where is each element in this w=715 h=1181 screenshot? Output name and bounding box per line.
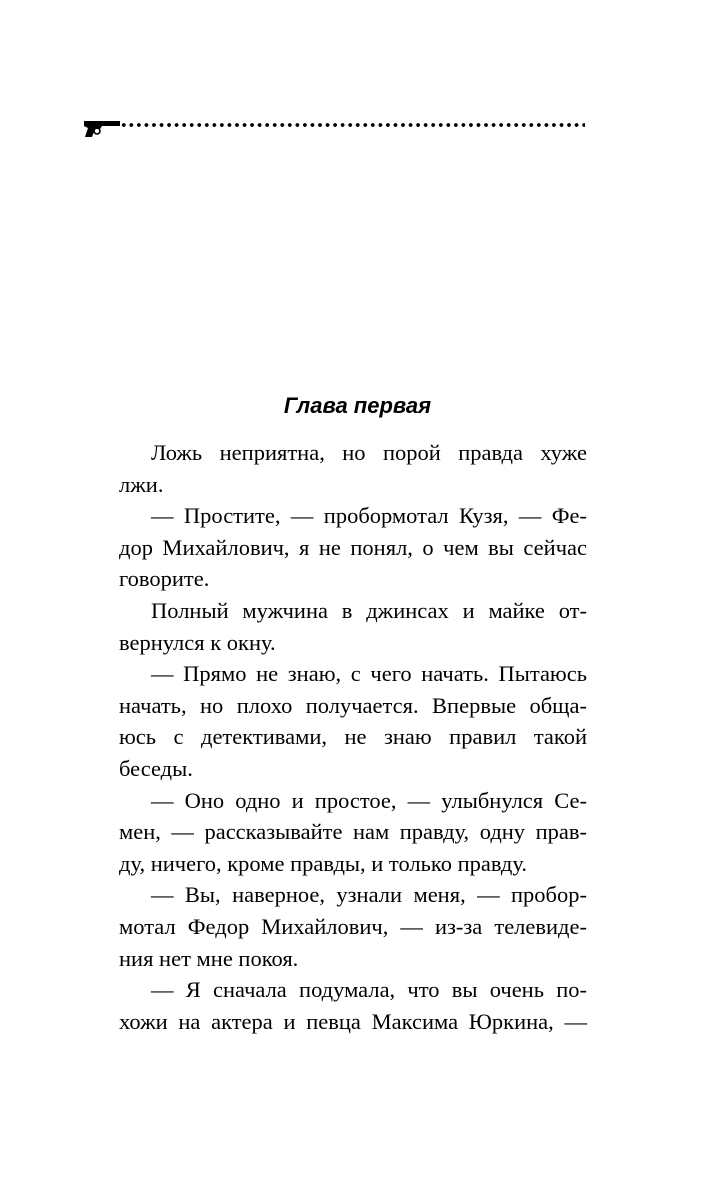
header-ornament — [82, 113, 587, 143]
text-line: дор Михайлович, я не понял, о чем вы сейчас — [119, 534, 587, 560]
text-line: — Оно одно и простое, — улыбнулся Се- — [151, 787, 587, 813]
text-line: ния нет мне покоя. — [119, 945, 299, 971]
text-line: ду, ничего, кроме правды, и только правду. — [119, 850, 527, 876]
text-line: беседы. — [119, 755, 193, 781]
text-line: — Я сначала подумала, что вы очень по- — [151, 977, 587, 1003]
pistol-icon — [82, 113, 122, 143]
paragraph — [119, 974, 587, 1037]
paragraph — [119, 500, 587, 595]
text-line: — Прямо не знаю, с чего начать. Пытаюсь — [151, 661, 587, 687]
text-line: вернулся к окну. — [119, 629, 276, 655]
text-line: начать, но плохо получается. Впервые обща- — [119, 692, 587, 718]
text-line: лжи. — [119, 471, 164, 497]
text-line: хожи на актера и певца Максима Юркина, — — [119, 1008, 587, 1034]
text-line: мен, — рассказывайте нам правду, одну прав- — [119, 819, 587, 845]
paragraph — [119, 437, 587, 500]
dotted-rule — [120, 122, 585, 128]
paragraph — [119, 595, 587, 658]
text-line: — Вы, наверное, узнали меня, — пробор- — [151, 882, 587, 908]
body-text — [119, 437, 587, 1037]
text-line: юсь с детективами, не знаю правил такой — [119, 724, 587, 750]
text-line: Ложь неприятна, но порой правда хуже — [151, 440, 587, 465]
text-line: Полный мужчина в джинсах и майке от- — [151, 597, 587, 623]
text-line: мотал Федор Михайлович, — из-за телевиде- — [119, 913, 587, 939]
paragraph — [119, 879, 587, 974]
paragraph — [119, 658, 587, 784]
text-line: говорите. — [119, 566, 210, 592]
chapter-title: Глава первая — [283, 393, 432, 418]
text-line: — Простите, — пробормотал Кузя, — Фе- — [151, 503, 587, 529]
paragraph — [119, 785, 587, 880]
